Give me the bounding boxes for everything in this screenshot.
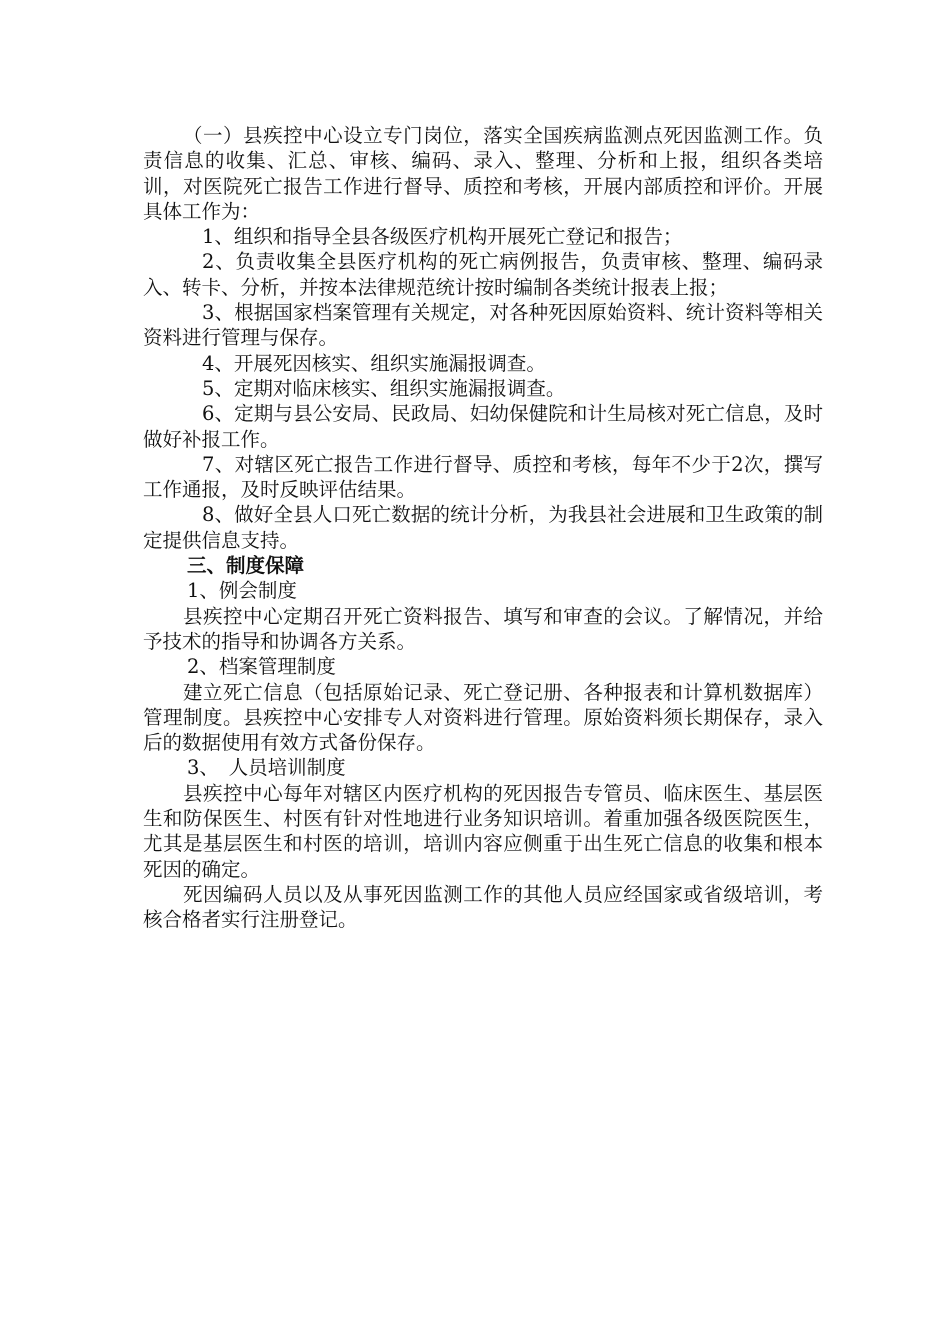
subsection-heading: 2、档案管理制度 — [187, 655, 336, 679]
subsection-heading: 1、例会制度 — [187, 579, 297, 603]
section-heading: 三、制度保障 — [187, 554, 305, 578]
list-item: 4、开展死因核实、组织实施漏报调查。 — [202, 351, 546, 375]
list-item: 7、对辖区死亡报告工作进行督导、质控和考核，每年不少于2次，撰写工作通报，及时反映评估结果。 — [143, 452, 823, 502]
list-item: 2、负责收集全县医疗机构的死亡病例报告，负责审核、整理、编码录入、转卡、分析，并按本法律规范统计按时编制各类统计报表上报； — [143, 250, 823, 299]
body-paragraph: 死因编码人员以及从事死因监测工作的其他人员应经国家或省级培训，考核合格者实行注册登记。 — [143, 882, 823, 932]
document-body — [143, 123, 823, 933]
body-paragraph: 县疾控中心每年对辖区内医疗机构的死因报告专管员、临床医生、基层医生和防保医生、村医有针对性地进行业务知识培训。着重加强各级医院医生，尤其是基层医生和村医的培训，培训内容应侧重于出生死亡信息的收集和根本死因的确定。 — [143, 781, 823, 881]
list-item: 8、做好全县人口死亡数据的统计分析，为我县社会进展和卫生政策的制定提供信息支持。 — [143, 503, 823, 552]
list-item: 3、根据国家档案管理有关规定，对各种死因原始资料、统计资料等相关资料进行管理与保存。 — [143, 301, 823, 350]
list-item: 5、定期对临床核实、组织实施漏报调查。 — [202, 376, 566, 400]
subsection-heading: 3、 人员培训制度 — [187, 756, 346, 780]
list-item: 6、定期与县公安局、民政局、妇幼保健院和计生局核对死亡信息，及时做好补报工作。 — [143, 402, 823, 451]
list-item: 1、组织和指导全县各级医疗机构开展死亡登记和报告； — [202, 225, 683, 249]
body-paragraph: 建立死亡信息（包括原始记录、死亡登记册、各种报表和计算机数据库）管理制度。县疾控中心安排专人对资料进行管理。原始资料须长期保存，录入后的数据使用有效方式备份保存。 — [143, 680, 823, 755]
intro-paragraph: （一）县疾控中心设立专门岗位，落实全国疾病监测点死因监测工作。负责信息的收集、汇总、审核、编码、录入、整理、分析和上报，组织各类培训，对医院死亡报告工作进行督导、质控和考核，开展内部质控和评价。开展具体工作为： — [143, 124, 823, 223]
body-paragraph: 县疾控中心定期召开死亡资料报告、填写和审查的会议。了解情况，并给予技术的指导和协调各方关系。 — [143, 604, 823, 653]
